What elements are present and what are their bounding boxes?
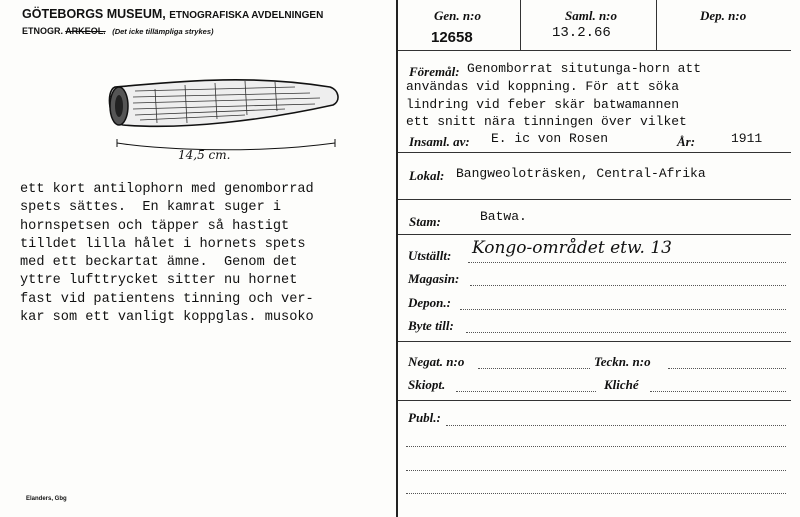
stam-label: Stam: bbox=[409, 214, 441, 229]
card-divider bbox=[396, 0, 398, 517]
row-rule bbox=[398, 152, 791, 153]
publ-line bbox=[406, 446, 786, 447]
magasin-line bbox=[470, 285, 786, 286]
magasin-label: Magasin: bbox=[408, 271, 460, 286]
foremal-line-3: lindring vid feber skär batwamannen bbox=[406, 97, 680, 112]
foremal-label: Föremål: bbox=[409, 64, 460, 79]
museum-header bbox=[22, 7, 323, 21]
saml-value: 13.2.66 bbox=[552, 25, 611, 41]
teckn-line bbox=[668, 368, 786, 369]
stam-value: Batwa. bbox=[480, 209, 527, 224]
skiopt-label: Skiopt. bbox=[408, 377, 446, 392]
negat-line bbox=[478, 368, 590, 369]
dep-label: Dep. n:o bbox=[700, 8, 747, 23]
column-divider bbox=[656, 0, 657, 50]
insaml-value: E. ic von Rosen bbox=[491, 131, 609, 146]
row-rule bbox=[398, 341, 791, 342]
row-rule bbox=[398, 400, 791, 401]
foremal-line-4: ett snitt nära tinningen över vilket bbox=[406, 114, 687, 129]
ar-value: 1911 bbox=[731, 131, 763, 146]
lokal-value: Bangweoloträsken, Central-Afrika bbox=[456, 166, 706, 181]
teckn-label: Teckn. n:o bbox=[594, 354, 651, 369]
utstallt-value: Kongo-området etw. 13 bbox=[472, 238, 672, 258]
sketch-measure: 14,5 cm. bbox=[178, 148, 231, 162]
gen-value: 12658 bbox=[431, 29, 473, 46]
header-rule bbox=[398, 50, 791, 51]
publ-line bbox=[406, 493, 786, 494]
column-divider bbox=[520, 0, 521, 50]
foremal-line-2: användas vid koppning. För att söka bbox=[406, 79, 680, 94]
etnogr-label: ETNOGR. bbox=[22, 26, 64, 36]
utstallt-label: Utställt: bbox=[408, 248, 452, 263]
cliche-label: Kliché bbox=[604, 377, 639, 392]
insaml-label: Insaml. av: bbox=[409, 134, 470, 149]
gen-label: Gen. n:o bbox=[434, 8, 481, 23]
row-rule bbox=[398, 234, 791, 235]
skiopt-line bbox=[456, 391, 596, 392]
byte-line bbox=[466, 332, 786, 333]
publ-label: Publ.: bbox=[408, 410, 441, 425]
printer-mark: Elanders, Gbg bbox=[26, 496, 67, 502]
cliche-line bbox=[650, 391, 786, 392]
byte-label: Byte till: bbox=[408, 318, 454, 333]
museum-name: GÖTEBORGS MUSEUM, bbox=[22, 7, 166, 21]
ar-label: År: bbox=[677, 134, 696, 149]
continued-description: ett kort antilophorn med genomborrad spets sättes. En kamrat suger i hornspetsen och täpper så hastigt tilldet lilla hålet i hornets spets med ett beckartat ämne. Genom det yttre lufttrycket sitter nu hornet fast vid patientens tinning och ver- kar som ett vanligt koppglas. musoko bbox=[20, 182, 314, 326]
publ-line bbox=[446, 425, 786, 426]
arkeol-label: ARKEOL. bbox=[65, 26, 106, 36]
department-name: ETNOGRAFISKA AVDELNINGEN bbox=[169, 10, 324, 21]
foremal-line-1: Genomborrat situtunga-horn att bbox=[467, 61, 702, 76]
saml-label: Saml. n:o bbox=[565, 8, 618, 23]
negat-label: Negat. n:o bbox=[408, 354, 465, 369]
depon-label: Depon.: bbox=[408, 295, 451, 310]
strike-note: (Det icke tillämpliga strykes) bbox=[112, 27, 214, 36]
publ-line bbox=[406, 470, 786, 471]
row-rule bbox=[398, 199, 791, 200]
depon-line bbox=[460, 309, 786, 310]
category-line bbox=[22, 26, 214, 36]
utstallt-line bbox=[468, 262, 786, 263]
lokal-label: Lokal: bbox=[409, 168, 445, 183]
